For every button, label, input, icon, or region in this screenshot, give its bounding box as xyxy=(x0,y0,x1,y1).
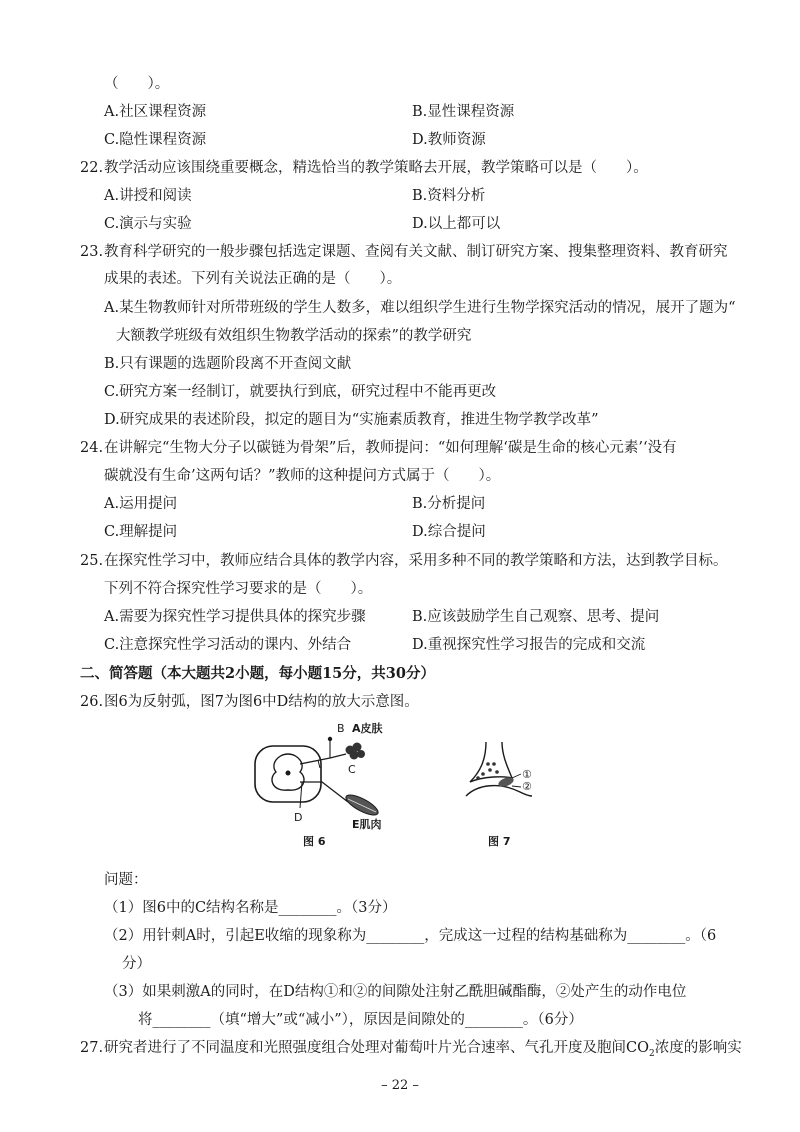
q26-sub-question-1: （1）图6中的C结构名称是________。（3分） xyxy=(104,900,397,916)
skin-receptor xyxy=(346,743,366,760)
figure-6-caption: 图 6 xyxy=(303,835,326,848)
q22-option-b: B.资料分析 xyxy=(412,188,486,204)
q23-number: 23. xyxy=(80,244,104,260)
q21-option-d: D.教师资源 xyxy=(412,132,486,148)
q26-number: 26. xyxy=(80,694,104,710)
q25-stem-line2: 下列不符合探究性学习要求的是（ ）。 xyxy=(104,581,373,597)
q22-option-d: D.以上都可以 xyxy=(412,216,501,232)
q26-question-label: 问题： xyxy=(104,872,148,888)
q21-option-c: C.隐性课程资源 xyxy=(104,132,207,148)
q27-stem-post: 浓度的影响实 xyxy=(654,1040,742,1056)
section-heading: 二、简答题（本大题共2小题，每小题15分，共30分） xyxy=(80,665,435,682)
q24-number: 24. xyxy=(80,440,104,456)
q26-sub-question-3-line2: 将________（填“增大”或“减小”），原因是间隙处的________。（6分） xyxy=(138,1012,583,1028)
q23-option-b: B.只有课题的选题阶段离不开查阅文献 xyxy=(104,356,352,372)
q27-stem xyxy=(104,1038,742,1064)
figure-7-caption: 图 7 xyxy=(488,835,511,848)
q25-option-d: D.重视探究性学习报告的完成和交流 xyxy=(412,637,646,653)
q24-option-b: B.分析提问 xyxy=(412,496,486,512)
q22-stem: 教学活动应该围绕重要概念，精选恰当的教学策略去开展，教学策略可以是（ ）。 xyxy=(104,160,648,176)
label-point-1: ① xyxy=(522,768,532,781)
q22-number: 22. xyxy=(80,160,104,176)
q24-option-d: D.综合提问 xyxy=(412,524,486,540)
q24-stem-line2: 碳就没有生命’这两句话？”教师的这种提问方式属于（ ）。 xyxy=(104,468,501,484)
q21-option-b: B.显性课程资源 xyxy=(412,104,515,120)
q23-stem-line1: 教育科学研究的一般步骤包括选定课题、查阅有关文献、制订研究方案、搜集整理资料、教育研究 xyxy=(104,244,728,260)
label-a-skin: A皮肤 xyxy=(352,722,383,735)
q23-option-a-line1: A.某生物教师针对所带班级的学生人数多，难以组织学生进行生物学探究活动的情况，展开了题为“ xyxy=(104,300,736,316)
q23-option-a-line2: 大额教学班级有效组织生物教学活动的探索”的教学研究 xyxy=(116,328,472,344)
q23-option-d: D.研究成果的表述阶段，拟定的题目为“实施素质教育，推进生物学教学改革” xyxy=(104,412,599,428)
q24-option-a: A.运用提问 xyxy=(104,496,178,512)
q27-stem-subscript: 2 xyxy=(648,1048,655,1059)
q25-number: 25. xyxy=(80,553,104,569)
q26-sub-question-2-line1: （2）用针刺A时，引起E收缩的现象称为________，完成这一过程的结构基础称为________。（6 xyxy=(104,928,717,944)
q21-stem-tail: （ ）。 xyxy=(104,76,170,92)
muscle-effector xyxy=(343,791,380,818)
label-e-muscle: E肌肉 xyxy=(352,818,382,831)
label-c: C xyxy=(348,763,356,776)
q23-stem-line2: 成果的表述。下列有关说法正确的是（ ）。 xyxy=(104,271,402,287)
label-d: D xyxy=(294,811,303,824)
q27-number: 27. xyxy=(80,1040,104,1056)
q25-option-a: A.需要为探究性学习提供具体的探究步骤 xyxy=(104,609,366,625)
reflex-arc-figure xyxy=(0,720,800,850)
q27-stem-pre: 研究者进行了不同温度和光照强度组合处理对葡萄叶片光合速率、气孔开度及胞间CO xyxy=(104,1040,649,1056)
label-point-2: ② xyxy=(522,780,532,793)
spinal-cord-diagram xyxy=(255,737,348,808)
page-number: – 22 – xyxy=(381,1078,419,1093)
q22-option-c: C.演示与实验 xyxy=(104,216,192,232)
q26-sub-question-3-line1: （3）如果刺激A的同时，在D结构①和②的间隙处注射乙酰胆碱酯酶，②处产生的动作电位 xyxy=(104,984,687,1000)
q22-option-a: A.讲授和阅读 xyxy=(104,188,192,204)
q21-option-a: A.社区课程资源 xyxy=(104,104,207,120)
q23-option-c: C.研究方案一经制订，就要执行到底，研究过程中不能再更改 xyxy=(104,384,497,400)
q26-sub-question-2-line2: 分） xyxy=(122,956,151,972)
label-b: B xyxy=(337,722,345,735)
q24-stem-line1: 在讲解完“生物大分子以碳链为骨架”后，教师提问：“如何理解‘碳是生命的核心元素’‘没有 xyxy=(104,440,677,456)
q26-stem: 图6为反射弧，图7为图6中D结构的放大示意图。 xyxy=(104,694,419,710)
q25-stem-line1: 在探究性学习中，教师应结合具体的教学内容，采用多种不同的教学策略和方法，达到教学目标。 xyxy=(104,553,728,569)
q25-option-c: C.注意探究性学习活动的课内、外结合 xyxy=(104,637,352,653)
q25-option-b: B.应该鼓励学生自己观察、思考、提问 xyxy=(412,609,660,625)
q24-option-c: C.理解提问 xyxy=(104,524,178,540)
